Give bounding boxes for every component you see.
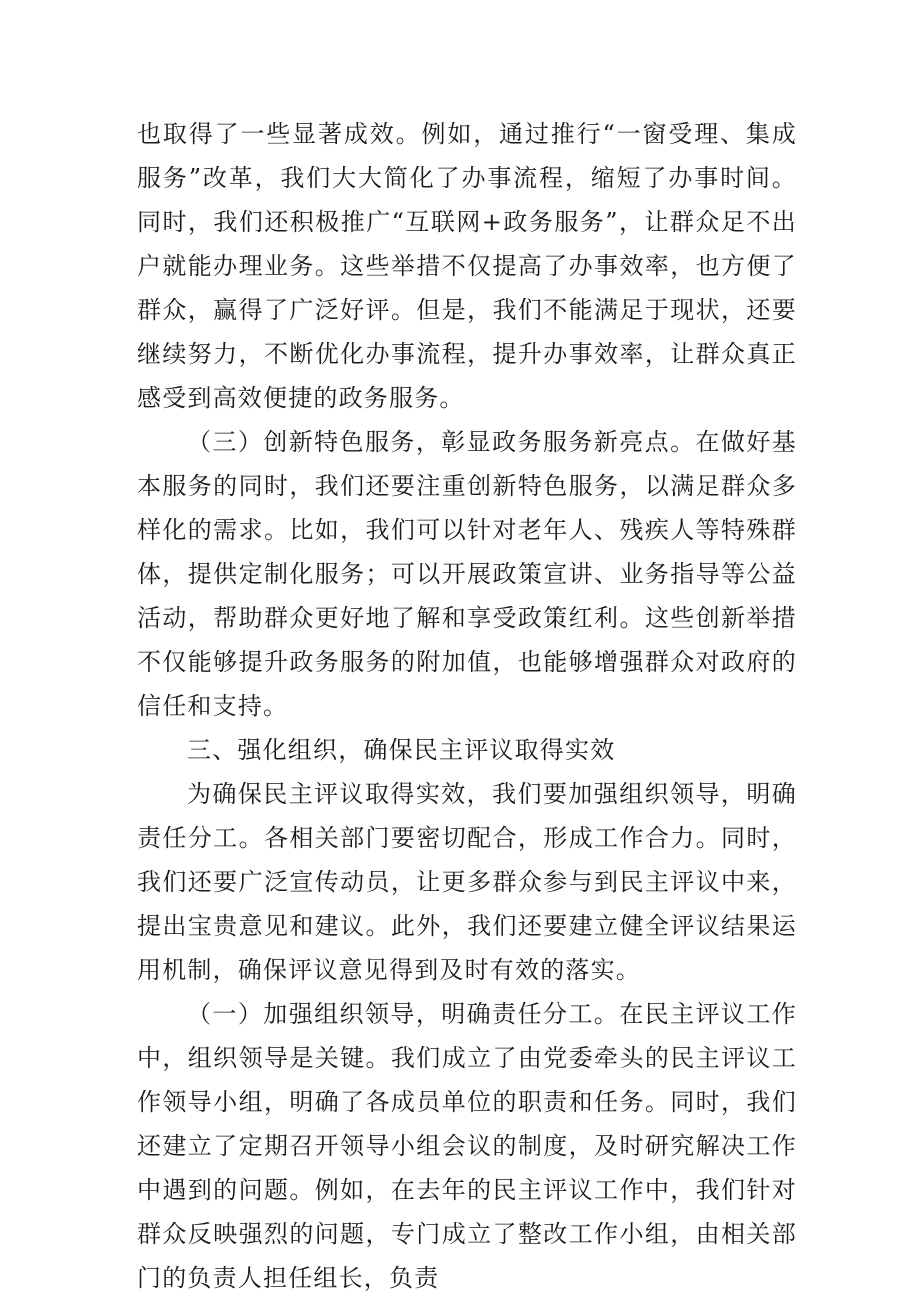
paragraph-continued: 也取得了一些显著成效。例如，通过推行“一窗受理、集成服务”改革，我们大大简化了办事流程，缩短了办事时间。同时，我们还积极推广“互联网+政务服务”，让群众足不出户就能办理业务。这些举措不仅提高了办事效率，也方便了群众，赢得了广泛好评。但是，我们不能满足于现状，还要继续努力，不断优化办事流程，提升办事效率，让群众真正感受到高效便捷的政务服务。	[137, 120, 797, 412]
section-heading: 三、强化组织，确保民主评议取得实效	[187, 736, 616, 764]
paragraph-subsection-1: （一）加强组织领导，明确责任分工。在民主评议工作中，组织领导是关键。我们成立了由党委牵头的民主评议工作领导小组，明确了各成员单位的职责和任务。同时，我们还建立了定期召开领导小组会议的制度，及时研究解决工作中遇到的问题。例如，在去年的民主评议工作中，我们针对群众反映强烈的问题，专门成立了整改工作小组，由相关部门的负责人担任组长，负责	[137, 1000, 797, 1292]
document-body	[137, 112, 797, 1300]
paragraph-section-3: （三）创新特色服务，彰显政务服务新亮点。在做好基本服务的同时，我们还要注重创新特色服务，以满足群众多样化的需求。比如，我们可以针对老年人、残疾人等特殊群体，提供定制化服务；可以开展政策宣讲、业务指导等公益活动，帮助群众更好地了解和享受政策红利。这些创新举措不仅能够提升政务服务的附加值，也能够增强群众对政府的信任和支持。	[137, 428, 797, 720]
paragraph-organization: 为确保民主评议取得实效，我们要加强组织领导，明确责任分工。各相关部门要密切配合，形成工作合力。同时，我们还要广泛宣传动员，让更多群众参与到民主评议中来，提出宝贵意见和建议。此外，我们还要建立健全评议结果运用机制，确保评议意见得到及时有效的落实。	[137, 780, 797, 984]
